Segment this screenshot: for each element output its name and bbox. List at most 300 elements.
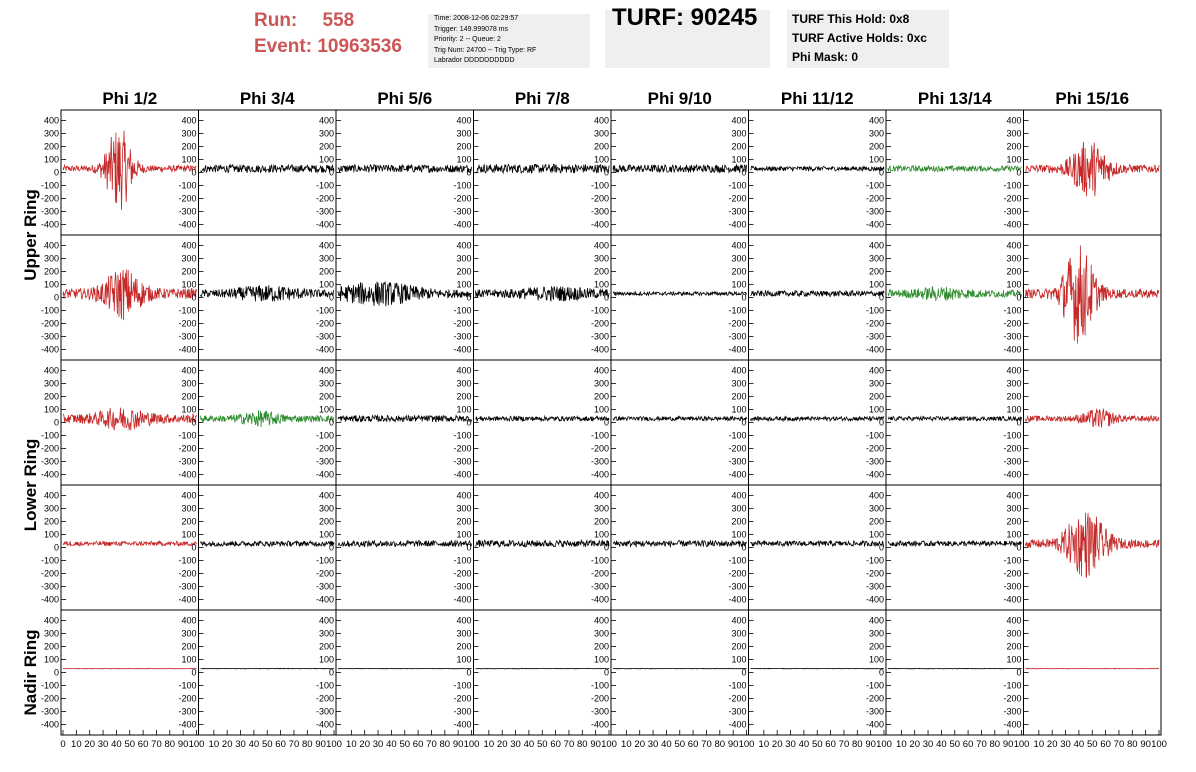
xtick-label-c3-9: 90 <box>590 739 601 750</box>
ytick-label-r3-c5-6: -200 <box>728 568 747 579</box>
ytick-label-r2-c5-1: 300 <box>731 378 747 389</box>
xtick-label-c4-6: 60 <box>687 739 699 750</box>
ytick-label-r3-c2-1: 300 <box>318 503 334 514</box>
ytick-label-r0-c5-3: 100 <box>731 154 747 165</box>
ytick-label-r0-c7-4: 0 <box>1016 167 1022 178</box>
ytick-label-r1-c5-6: -200 <box>728 318 747 329</box>
ytick-label-r3-c2-8: -400 <box>315 594 334 605</box>
ytick-label-r0-c4-8: -400 <box>590 219 609 230</box>
waveform-r0-c4 <box>613 165 747 173</box>
xtick-label-c6-5: 50 <box>949 739 961 750</box>
xtick-label-c1-2: 20 <box>221 739 233 750</box>
ytick-label-r0-c2-4: 0 <box>328 167 334 178</box>
ytick-label-r2-c2-0: 400 <box>318 365 334 376</box>
ytick-label-r0-c0-6: -200 <box>40 193 59 204</box>
ytick-label-r3-c0-8: -400 <box>40 594 59 605</box>
ytick-label-r4-c2-8: -400 <box>315 719 334 730</box>
xtick-label-c5-3: 30 <box>785 739 796 750</box>
ytick-label-r0-c0-4: 0 <box>53 167 59 178</box>
xtick-label-c0-10: 100 <box>188 739 205 750</box>
ytick-label-r2-c7-6: -200 <box>1003 443 1022 454</box>
xtick-label-c4-10: 100 <box>738 739 755 750</box>
ytick-label-r3-c6-8: -400 <box>865 594 884 605</box>
ytick-label-r2-c3-7: -300 <box>453 456 472 467</box>
ytick-label-r2-c1-0: 400 <box>181 365 197 376</box>
ytick-label-r3-c4-1: 300 <box>593 503 609 514</box>
ytick-label-r2-c4-3: 100 <box>593 404 609 415</box>
ytick-label-r4-c4-4: 0 <box>603 667 609 678</box>
ytick-label-r0-c6-8: -400 <box>865 219 884 230</box>
ytick-label-r2-c4-8: -400 <box>590 469 609 480</box>
ytick-label-r1-c5-4: 0 <box>741 292 747 303</box>
ytick-label-r2-c6-8: -400 <box>865 469 884 480</box>
ytick-label-r3-c4-3: 100 <box>593 529 609 540</box>
xtick-label-c6-8: 80 <box>989 739 1001 750</box>
ytick-label-r4-c1-7: -300 <box>178 706 197 717</box>
ytick-label-r0-c2-6: -200 <box>315 193 334 204</box>
xtick-label-c3-2: 20 <box>496 739 508 750</box>
waveform-r1-c5 <box>751 291 885 297</box>
ytick-label-r0-c6-5: -100 <box>865 180 884 191</box>
ytick-label-r3-c0-4: 0 <box>53 542 59 553</box>
xtick-label-c4-3: 30 <box>647 739 659 750</box>
ytick-label-r1-c7-0: 400 <box>1006 240 1022 251</box>
ring-label-2: Lower Ring <box>21 438 40 532</box>
ytick-label-r3-c4-7: -300 <box>590 581 609 592</box>
xtick-label-c4-9: 90 <box>727 739 739 750</box>
ytick-label-r4-c0-2: 200 <box>43 641 59 652</box>
ytick-label-r3-c0-1: 300 <box>43 503 59 514</box>
ytick-label-r3-c0-6: -200 <box>40 568 59 579</box>
ytick-label-r2-c4-7: -300 <box>590 456 609 467</box>
ytick-label-r4-c4-7: -300 <box>590 706 609 717</box>
ytick-label-r3-c2-7: -300 <box>315 581 334 592</box>
ytick-label-r0-c7-2: 200 <box>1006 141 1022 152</box>
turf-this-hold: TURF This Hold: 0x8 <box>792 12 910 26</box>
ytick-label-r4-c6-7: -300 <box>865 706 884 717</box>
ytick-label-r2-c3-2: 200 <box>456 391 472 402</box>
xtick-label-c5-8: 80 <box>852 739 863 750</box>
xtick-label-c0-0: 0 <box>60 739 66 750</box>
ytick-label-r0-c7-7: -300 <box>1003 206 1022 217</box>
ytick-label-r1-c3-2: 200 <box>456 266 472 277</box>
waveform-r0-c7 <box>1026 142 1160 197</box>
info-labrador: Labrador DDDDDDDDDD <box>434 57 515 64</box>
ytick-label-r3-c3-2: 200 <box>456 516 472 527</box>
ytick-label-r3-c6-1: 300 <box>868 503 884 514</box>
xtick-label-c7-4: 40 <box>1073 739 1085 750</box>
ytick-label-r0-c7-5: -100 <box>1003 180 1022 191</box>
ytick-label-r4-c6-8: -400 <box>865 719 884 730</box>
ytick-label-r2-c7-4: 0 <box>1016 417 1022 428</box>
ytick-label-r2-c5-5: -100 <box>728 430 747 441</box>
ytick-label-r4-c1-6: -200 <box>178 693 197 704</box>
ytick-label-r1-c1-0: 400 <box>181 240 197 251</box>
ytick-label-r0-c3-7: -300 <box>453 206 472 217</box>
ytick-label-r4-c0-5: -100 <box>40 680 59 691</box>
ytick-label-r1-c2-2: 200 <box>318 266 334 277</box>
ytick-label-r4-c4-2: 200 <box>593 641 609 652</box>
waveform-r2-c1 <box>201 410 335 427</box>
ytick-label-r4-c5-6: -200 <box>728 693 747 704</box>
ytick-label-r0-c2-1: 300 <box>318 128 334 139</box>
ytick-label-r1-c0-0: 400 <box>43 240 59 251</box>
ytick-label-r2-c7-1: 300 <box>1006 378 1022 389</box>
waveform-r0-c5 <box>751 166 885 171</box>
xtick-label-c1-8: 80 <box>302 739 313 750</box>
ytick-label-r2-c2-7: -300 <box>315 456 334 467</box>
xtick-label-c7-6: 60 <box>1100 739 1111 750</box>
ytick-label-r4-c2-0: 400 <box>318 615 334 626</box>
ytick-label-r3-c5-0: 400 <box>731 490 747 501</box>
ytick-label-r1-c5-0: 400 <box>731 240 747 251</box>
ytick-label-r0-c0-5: -100 <box>40 180 59 191</box>
ytick-label-r3-c4-5: -100 <box>590 555 609 566</box>
info-time: Time: 2008-12-06 02:29:57 <box>434 15 519 22</box>
ytick-label-r1-c6-6: -200 <box>865 318 884 329</box>
waveform-r2-c7 <box>1026 409 1160 428</box>
ytick-label-r3-c2-0: 400 <box>318 490 334 501</box>
ytick-label-r1-c0-3: 100 <box>43 279 59 290</box>
waveform-r2-c0 <box>63 408 197 431</box>
ytick-label-r0-c2-8: -400 <box>315 219 334 230</box>
xtick-label-c4-1: 10 <box>621 739 632 750</box>
ytick-label-r0-c1-7: -300 <box>178 206 197 217</box>
waveform-r0-c6 <box>888 166 1022 172</box>
xtick-label-c3-7: 70 <box>563 739 575 750</box>
ytick-label-r1-c7-4: 0 <box>1016 292 1022 303</box>
ytick-label-r4-c2-1: 300 <box>318 628 334 639</box>
waveform-r1-c6 <box>888 287 1022 301</box>
waveform-r2-c3 <box>476 416 610 421</box>
waveform-r1-c3 <box>476 286 610 301</box>
ytick-label-r1-c2-0: 400 <box>318 240 334 251</box>
ytick-label-r3-c1-4: 0 <box>191 542 197 553</box>
ytick-label-r2-c4-5: -100 <box>590 430 609 441</box>
waveform-r4-c1 <box>201 668 335 669</box>
ytick-label-r0-c5-6: -200 <box>728 193 747 204</box>
ytick-label-r3-c1-1: 300 <box>181 503 197 514</box>
ytick-label-r4-c7-5: -100 <box>1003 680 1022 691</box>
ytick-label-r4-c2-6: -200 <box>315 693 334 704</box>
ytick-label-r2-c5-4: 0 <box>741 417 747 428</box>
ytick-label-r1-c5-8: -400 <box>728 344 747 355</box>
xtick-label-c5-5: 50 <box>811 739 823 750</box>
ytick-label-r3-c7-6: -200 <box>1003 568 1022 579</box>
xtick-label-c3-10: 100 <box>601 739 617 750</box>
ytick-label-r1-c3-3: 100 <box>456 279 472 290</box>
xtick-label-c0-2: 20 <box>84 739 95 750</box>
ytick-label-r0-c3-6: -200 <box>453 193 472 204</box>
ytick-label-r0-c1-1: 300 <box>181 128 197 139</box>
ytick-label-r3-c6-4: 0 <box>878 542 884 553</box>
ytick-label-r2-c5-6: -200 <box>728 443 747 454</box>
xtick-label-c7-8: 80 <box>1127 739 1138 750</box>
xtick-label-c1-3: 30 <box>235 739 246 750</box>
ytick-label-r0-c7-0: 400 <box>1006 115 1022 126</box>
waveform-r2-c4 <box>613 417 747 421</box>
xtick-label-c4-4: 40 <box>661 739 672 750</box>
waveform-r4-c4 <box>613 668 747 669</box>
xtick-label-c6-2: 20 <box>909 739 920 750</box>
phi-header-5: Phi 9/10 <box>647 89 712 108</box>
xtick-label-c0-1: 10 <box>71 739 82 750</box>
ytick-label-r0-c5-5: -100 <box>728 180 747 191</box>
ytick-label-r4-c0-0: 400 <box>43 615 59 626</box>
ytick-label-r4-c5-1: 300 <box>731 628 747 639</box>
xtick-label-c7-5: 50 <box>1086 739 1098 750</box>
ytick-label-r3-c2-5: -100 <box>315 555 334 566</box>
xtick-label-c1-9: 90 <box>315 739 326 750</box>
ytick-label-r2-c4-6: -200 <box>590 443 609 454</box>
ytick-label-r2-c1-7: -300 <box>178 456 197 467</box>
waveform-r4-c6 <box>888 668 1022 669</box>
ytick-label-r4-c6-1: 300 <box>868 628 884 639</box>
ytick-label-r0-c1-8: -400 <box>178 219 197 230</box>
ytick-label-r1-c0-2: 200 <box>43 266 59 277</box>
ytick-label-r1-c1-7: -300 <box>178 331 197 342</box>
xtick-label-c1-10: 100 <box>326 739 342 750</box>
ytick-label-r4-c4-0: 400 <box>593 615 609 626</box>
xtick-label-c4-7: 70 <box>701 739 712 750</box>
xtick-label-c3-4: 40 <box>523 739 535 750</box>
ytick-label-r3-c5-8: -400 <box>728 594 747 605</box>
ytick-label-r0-c4-7: -300 <box>590 206 609 217</box>
xtick-label-c0-3: 30 <box>97 739 109 750</box>
ytick-label-r2-c6-7: -300 <box>865 456 884 467</box>
ytick-label-r4-c5-4: 0 <box>741 667 747 678</box>
ytick-label-r0-c6-4: 0 <box>878 167 884 178</box>
ytick-label-r4-c0-3: 100 <box>43 654 59 665</box>
ytick-label-r4-c5-2: 200 <box>731 641 747 652</box>
ytick-label-r2-c1-8: -400 <box>178 469 197 480</box>
ytick-label-r0-c0-3: 100 <box>43 154 59 165</box>
waveform-r3-c4 <box>613 541 747 547</box>
ring-label-3: Nadir Ring <box>21 629 40 716</box>
ytick-label-r3-c4-2: 200 <box>593 516 609 527</box>
ytick-label-r3-c0-5: -100 <box>40 555 59 566</box>
xtick-label-c3-5: 50 <box>536 739 548 750</box>
ytick-label-r0-c6-2: 200 <box>868 141 884 152</box>
waveform-r4-c5 <box>751 668 885 669</box>
ytick-label-r3-c7-1: 300 <box>1006 503 1022 514</box>
ytick-label-r0-c4-5: -100 <box>590 180 609 191</box>
waveform-r0-c1 <box>201 165 335 173</box>
ytick-label-r2-c5-2: 200 <box>731 391 747 402</box>
ytick-label-r3-c1-8: -400 <box>178 594 197 605</box>
ytick-label-r4-c0-6: -200 <box>40 693 59 704</box>
ytick-label-r0-c0-0: 400 <box>43 115 59 126</box>
ytick-label-r1-c2-3: 100 <box>318 279 334 290</box>
ytick-label-r3-c1-7: -300 <box>178 581 197 592</box>
waveform-r3-c1 <box>201 541 335 546</box>
info-trignum: Trig Num: 24700 -- Trig Type: RF <box>434 46 537 54</box>
ytick-label-r1-c0-6: -200 <box>40 318 59 329</box>
ytick-label-r3-c1-5: -100 <box>178 555 197 566</box>
waveform-r3-c7 <box>1026 513 1160 578</box>
xtick-label-c2-4: 40 <box>386 739 397 750</box>
waveform-r4-c0 <box>63 668 197 669</box>
ytick-label-r4-c7-6: -200 <box>1003 693 1022 704</box>
waveform-r0-c0 <box>63 128 197 210</box>
ytick-label-r1-c3-4: 0 <box>466 292 472 303</box>
xtick-label-c6-9: 90 <box>1002 739 1014 750</box>
ytick-label-r1-c6-4: 0 <box>878 292 884 303</box>
ytick-label-r3-c5-4: 0 <box>741 542 747 553</box>
waveform-r4-c7 <box>1026 668 1160 669</box>
ytick-label-r2-c2-3: 100 <box>318 404 334 415</box>
ytick-label-r0-c5-4: 0 <box>741 167 747 178</box>
ytick-label-r2-c5-7: -300 <box>728 456 747 467</box>
ytick-label-r4-c2-2: 200 <box>318 641 334 652</box>
ytick-label-r2-c7-2: 200 <box>1006 391 1022 402</box>
ytick-label-r3-c4-0: 400 <box>593 490 609 501</box>
ytick-label-r4-c1-4: 0 <box>191 667 197 678</box>
ytick-label-r1-c5-7: -300 <box>728 331 747 342</box>
ytick-label-r2-c7-0: 400 <box>1006 365 1022 376</box>
ytick-label-r1-c3-1: 300 <box>456 253 472 264</box>
ytick-label-r3-c3-7: -300 <box>453 581 472 592</box>
ytick-label-r3-c6-3: 100 <box>868 529 884 540</box>
xtick-label-c5-2: 20 <box>771 739 783 750</box>
ytick-label-r2-c3-4: 0 <box>466 417 472 428</box>
xtick-label-c2-3: 30 <box>372 739 384 750</box>
waveform-r4-c3 <box>476 668 610 669</box>
ytick-label-r1-c1-3: 100 <box>181 279 197 290</box>
ytick-label-r4-c6-3: 100 <box>868 654 884 665</box>
ytick-label-r4-c3-2: 200 <box>456 641 472 652</box>
ytick-label-r1-c1-4: 0 <box>191 292 197 303</box>
waveform-r3-c0 <box>63 541 197 546</box>
ytick-label-r1-c7-8: -400 <box>1003 344 1022 355</box>
ytick-label-r1-c2-7: -300 <box>315 331 334 342</box>
waveform-r3-c3 <box>476 540 610 547</box>
ytick-label-r2-c5-3: 100 <box>731 404 747 415</box>
phi-header-2: Phi 3/4 <box>239 89 295 108</box>
event-value: 10963536 <box>317 36 402 57</box>
ytick-label-r3-c2-2: 200 <box>318 516 334 527</box>
xtick-label-c0-4: 40 <box>111 739 122 750</box>
ytick-label-r4-c7-0: 400 <box>1006 615 1022 626</box>
ytick-label-r0-c2-3: 100 <box>318 154 334 165</box>
ytick-label-r3-c5-7: -300 <box>728 581 747 592</box>
ytick-label-r0-c1-4: 0 <box>191 167 197 178</box>
ytick-label-r0-c5-1: 300 <box>731 128 747 139</box>
ytick-label-r2-c6-6: -200 <box>865 443 884 454</box>
xtick-label-c5-10: 100 <box>876 739 892 750</box>
ytick-label-r4-c7-1: 300 <box>1006 628 1022 639</box>
ytick-label-r0-c5-7: -300 <box>728 206 747 217</box>
waveform-r4-c2 <box>338 668 472 669</box>
run-value: 558 <box>322 10 355 31</box>
xtick-label-c6-1: 10 <box>896 739 907 750</box>
xtick-label-c5-9: 90 <box>865 739 876 750</box>
ytick-label-r2-c3-3: 100 <box>456 404 472 415</box>
xtick-label-c2-9: 90 <box>452 739 464 750</box>
ytick-label-r2-c4-0: 400 <box>593 365 609 376</box>
xtick-label-c0-9: 90 <box>177 739 189 750</box>
xtick-label-c6-10: 100 <box>1013 739 1030 750</box>
ytick-label-r0-c6-3: 100 <box>868 154 884 165</box>
ytick-label-r0-c3-0: 400 <box>456 115 472 126</box>
xtick-label-c0-8: 80 <box>164 739 176 750</box>
ytick-label-r2-c6-2: 200 <box>868 391 884 402</box>
ytick-label-r4-c4-8: -400 <box>590 719 609 730</box>
ytick-label-r2-c0-7: -300 <box>40 456 59 467</box>
ytick-label-r3-c3-1: 300 <box>456 503 472 514</box>
ytick-label-r4-c5-5: -100 <box>728 680 747 691</box>
xtick-label-c4-2: 20 <box>634 739 645 750</box>
xtick-label-c0-5: 50 <box>124 739 136 750</box>
ytick-label-r2-c3-8: -400 <box>453 469 472 480</box>
ytick-label-r1-c5-5: -100 <box>728 305 747 316</box>
ytick-label-r0-c0-1: 300 <box>43 128 59 139</box>
xtick-label-c5-7: 70 <box>838 739 850 750</box>
ytick-label-r1-c6-3: 100 <box>868 279 884 290</box>
ytick-label-r0-c3-2: 200 <box>456 141 472 152</box>
ytick-label-r4-c0-4: 0 <box>53 667 59 678</box>
ytick-label-r0-c4-0: 400 <box>593 115 609 126</box>
ytick-label-r2-c5-8: -400 <box>728 469 747 480</box>
ytick-label-r1-c3-6: -200 <box>453 318 472 329</box>
ytick-label-r0-c1-6: -200 <box>178 193 197 204</box>
ytick-label-r0-c5-8: -400 <box>728 219 747 230</box>
ytick-label-r2-c0-0: 400 <box>43 365 59 376</box>
xtick-label-c2-2: 20 <box>359 739 370 750</box>
ytick-label-r0-c4-3: 100 <box>593 154 609 165</box>
ytick-label-r1-c1-6: -200 <box>178 318 197 329</box>
xtick-label-c5-4: 40 <box>798 739 810 750</box>
ytick-label-r1-c5-2: 200 <box>731 266 747 277</box>
waveform-r0-c2 <box>338 165 472 173</box>
ytick-label-r2-c3-6: -200 <box>453 443 472 454</box>
ytick-label-r3-c2-3: 100 <box>318 529 334 540</box>
ytick-label-r0-c6-1: 300 <box>868 128 884 139</box>
ytick-label-r2-c1-4: 0 <box>191 417 197 428</box>
ytick-label-r2-c2-2: 200 <box>318 391 334 402</box>
ytick-label-r0-c4-4: 0 <box>603 167 609 178</box>
ytick-label-r2-c1-5: -100 <box>178 430 197 441</box>
ytick-label-r2-c2-1: 300 <box>318 378 334 389</box>
ytick-label-r0-c3-8: -400 <box>453 219 472 230</box>
ytick-label-r3-c4-8: -400 <box>590 594 609 605</box>
ytick-label-r3-c7-2: 200 <box>1006 516 1022 527</box>
xtick-label-c6-3: 30 <box>922 739 934 750</box>
ytick-label-r3-c2-4: 0 <box>328 542 334 553</box>
panel-r4-c7 <box>1024 610 1162 735</box>
xtick-label-c0-6: 60 <box>137 739 149 750</box>
ytick-label-r4-c3-7: -300 <box>453 706 472 717</box>
xtick-label-c7-10: 100 <box>1151 739 1167 750</box>
ytick-label-r0-c2-5: -100 <box>315 180 334 191</box>
ytick-label-r2-c2-5: -100 <box>315 430 334 441</box>
ytick-label-r4-c6-6: -200 <box>865 693 884 704</box>
xtick-label-c1-7: 70 <box>288 739 300 750</box>
ytick-label-r1-c4-6: -200 <box>590 318 609 329</box>
ytick-label-r0-c1-2: 200 <box>181 141 197 152</box>
ytick-label-r1-c1-2: 200 <box>181 266 197 277</box>
ytick-label-r1-c1-1: 300 <box>181 253 197 264</box>
ytick-label-r4-c7-2: 200 <box>1006 641 1022 652</box>
phi-header-6: Phi 11/12 <box>780 89 854 108</box>
ytick-label-r0-c6-7: -300 <box>865 206 884 217</box>
ytick-label-r4-c3-3: 100 <box>456 654 472 665</box>
ytick-label-r1-c3-5: -100 <box>453 305 472 316</box>
xtick-label-c7-3: 30 <box>1060 739 1071 750</box>
phi-header-7: Phi 13/14 <box>917 89 992 108</box>
ytick-label-r3-c3-0: 400 <box>456 490 472 501</box>
ytick-label-r1-c4-3: 100 <box>593 279 609 290</box>
